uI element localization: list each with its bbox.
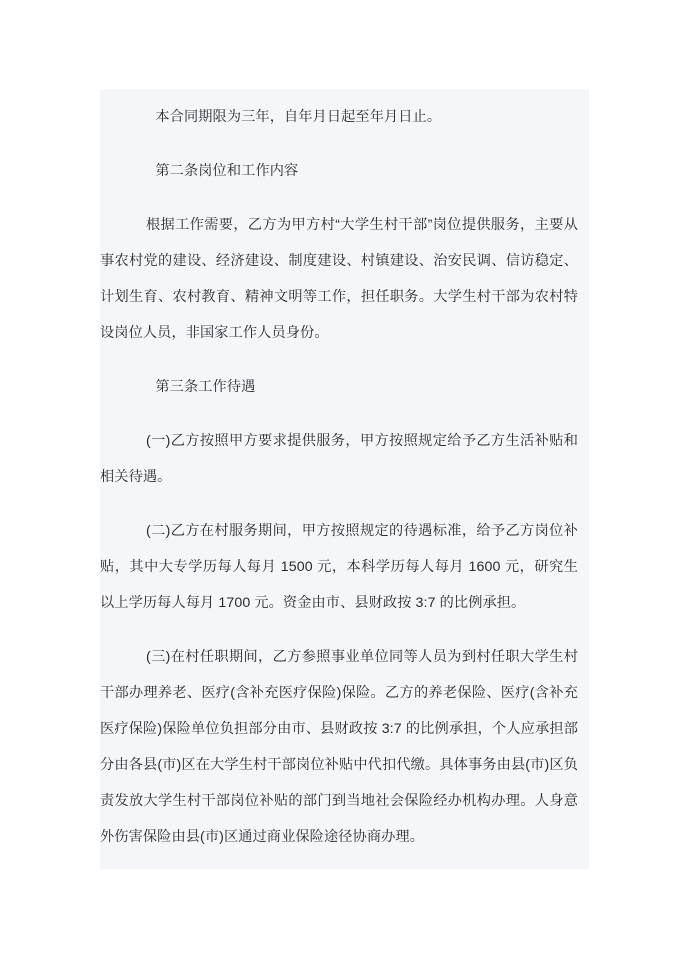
paragraph-spacer — [100, 189, 589, 207]
paragraph-spacer — [100, 621, 589, 639]
paragraph-spacer — [100, 495, 589, 513]
clause-3-item-2: (二)乙方在村服务期间，甲方按照规定的待遇标准，给予乙方岗位补贴，其中大专学历每人每月 1500 元，本科学历每人每月 1600 元，研究生以上学历每人每月 1700 元。资金由市、县财政按 3:7 的比例承担。 — [100, 523, 578, 611]
paragraph-spacer — [100, 135, 589, 153]
paragraph-spacer — [100, 405, 589, 423]
paragraph-spacer — [100, 351, 589, 369]
spacer-top — [100, 89, 589, 99]
document-text-block — [100, 89, 589, 869]
paragraph-term-duration: 本合同期限为三年，自年月日起至年月日止。 — [155, 109, 442, 125]
clause-3-item-1: (一)乙方按照甲方要求提供服务，甲方按照规定给予乙方生活补贴和相关待遇。 — [100, 433, 578, 485]
clause-3-title: 第三条工作待遇 — [155, 379, 256, 395]
spacer-bottom — [100, 855, 589, 869]
clause-2-body: 根据工作需要，乙方为甲方村“大学生村干部”岗位提供服务，主要从事农村党的建设、经济建设、制度建设、村镇建设、治安民调、信访稳定、计划生育、农村教育、精神文明等工作，担任职务。大学生村干部为农村特设岗位人员，非国家工作人员身份。 — [100, 217, 578, 341]
clause-2-title: 第二条岗位和工作内容 — [155, 163, 299, 179]
clause-3-item-3: (三)在村任职期间，乙方参照事业单位同等人员为到村任职大学生村干部办理养老、医疗(含补充医疗保险)保险。乙方的养老保险、医疗(含补充医疗保险)保险单位负担部分由市、县财政按 3:7 的比例承担，个人应承担部分由各县(市)区在大学生村干部岗位补贴中代扣代缴。具体事务由县(市)区负责发放大学生村干部岗位补贴的部门到当地社会保险经办机构办理。人身意外伤害保险由县(市)区通过商业保险途径协商办理。 — [100, 649, 578, 845]
